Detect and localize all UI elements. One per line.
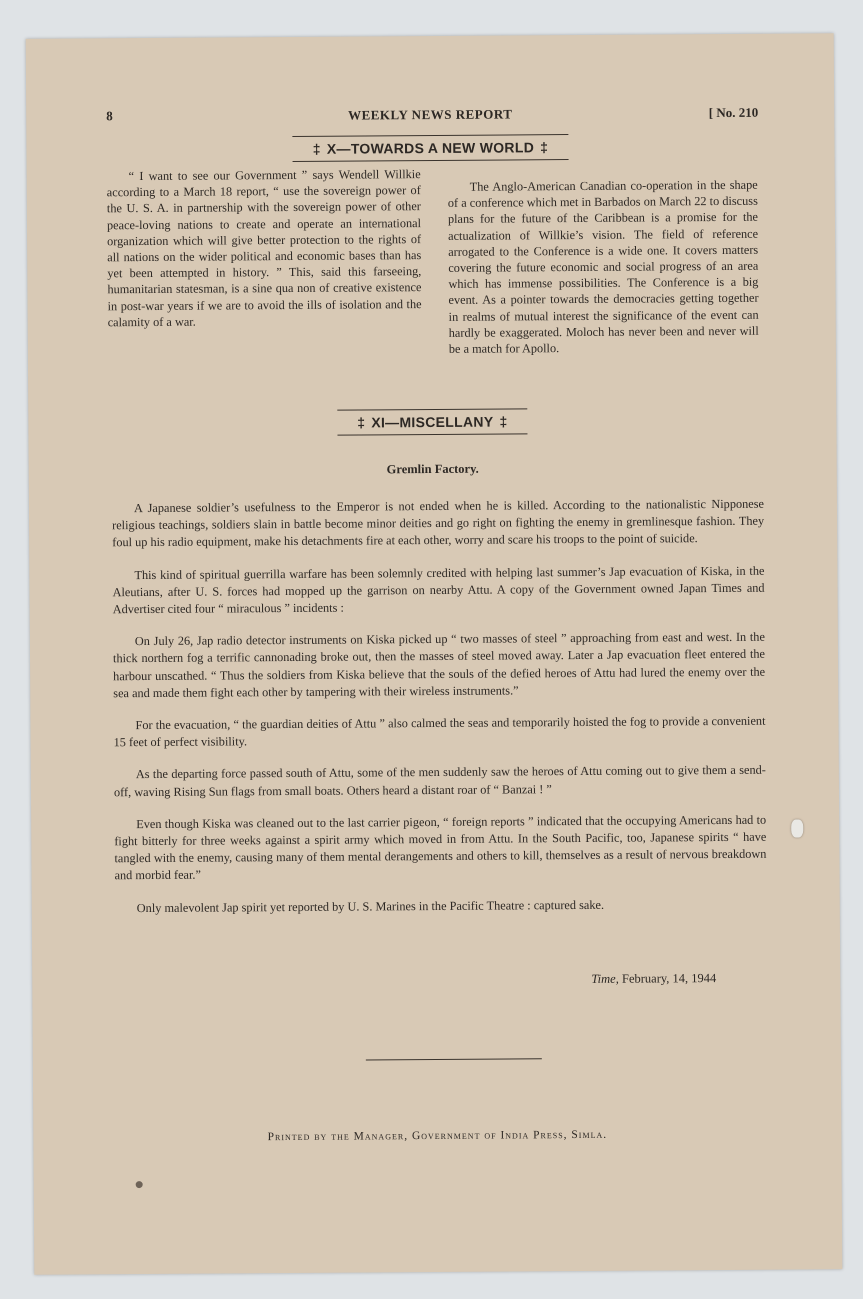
- article-paragraph: A Japanese soldier’s usefulness to the Emperor is not ended when he is killed. According to the nationalistic Nipponese religious teachings, soldiers slain in battle become minor deities and go right on fighting the enemy in gremlinesque fashion. They foul up his radio equipment, make his detachments fire at each other, worry and scare his troops to the point of suicide.: [112, 496, 765, 550]
- closing-rule: [366, 1058, 542, 1060]
- paper-blemish: [136, 1181, 143, 1188]
- issue-number: [ No. 210: [708, 104, 759, 121]
- article-paragraph: On July 26, Jap radio detector instruments on Kiska picked up “ two masses of steel ” approaching from east and west. In the thick northern fog a terrific cannonading broke out, then the masses of steel moved away. Later a Jap evacuation fleet entered the harbour unscathed. “ Thus the soldiers from Kiska believe that the souls of the defied heroes of Attu had lured the enemy over the sea and made them fight each other by tampering with their wireless instruments.”: [112, 629, 766, 701]
- article-title: Gremlin Factory.: [386, 461, 479, 477]
- section-x-heading: ‡ X—TOWARDS A NEW WORLD ‡: [26, 132, 834, 164]
- section-x-left-column: [107, 166, 422, 330]
- article-paragraph: Even though Kiska was cleaned out to the last carrier pigeon, “ foreign reports ” indicated that the occupying Americans had to fight bitterly for three weeks against a spirit army which moved in from Attu. In the South Pacific, too, Japanese spirits “ have tangled with the enemy, causing many of them mental derangements and others to kill, themselves as a result of nervous breakdown and morbid fear.”: [114, 812, 767, 883]
- running-title: WEEKLY NEWS REPORT: [348, 106, 513, 123]
- section-xi-heading-text: XI—MISCELLANY: [371, 413, 494, 431]
- article-paragraph: This kind of spiritual guerrilla warfare has been solemnly credited with helping last summer’s Jap evacuation of Kiska, in the Aleutians, after U. S. forces had mopped up the garrison on nearby Attu. A copy of the Government owned Japan Times and Advertiser cited four “ miraculous ” incidents :: [112, 563, 765, 617]
- section-x-heading-text: X—TOWARDS A NEW WORLD: [326, 139, 535, 157]
- source-date: February, 14, 1944: [621, 971, 717, 986]
- section-x-left-paragraph: “ I want to see our Government ” says Wendell Willkie according to a March 18 report, “ use the sovereign power of the U. S. A. in partnership with the sovereign power of other peace-loving nations to create and operate an international organization which will give better protection to the rights of all nations on the wider political and economic bases than has yet been attempted in history. ” This, said this farseeing, humanitarian statesman, is a sine qua non of creative existence in post-war years if we are to avoid the ills of isolation and the calamity of a war.: [106, 167, 422, 330]
- page-number: 8: [106, 108, 113, 124]
- document-page: [26, 33, 843, 1275]
- section-xi-heading: ‡ XI—MISCELLANY ‡: [28, 406, 836, 438]
- paper-hole: [791, 819, 803, 837]
- article-paragraph: Only malevolent Jap spirit yet reported by U. S. Marines in the Pacific Theatre : captured sake.: [136, 897, 605, 915]
- article-paragraph: For the evacuation, “ the guardian deities of Attu ” also calmed the seas and temporarily hoisted the fog to provide a convenient 15 feet of perfect visibility.: [113, 713, 766, 750]
- article-body: [112, 496, 767, 917]
- printer-imprint: Printed by the Manager, Government of India Press, Simla.: [267, 1128, 608, 1144]
- article-source: [591, 971, 716, 987]
- article-paragraph: As the departing force passed south of Attu, some of the men suddenly saw the heroes of Attu coming out to give them a send-off, waving Rising Sun flags from small boats. Others heard a distant roar of “ Banzai ! ”: [113, 763, 766, 799]
- section-x-right-column: [448, 177, 759, 357]
- source-publication: Time,: [591, 971, 619, 986]
- section-x-right-paragraph: The Anglo-American Canadian co-operation in the shape of a conference which met in Barbados on March 22 to discuss plans for the future of the Caribbean is a promise for the actualization of Willkie’s vision. The field of reference arrogated to the Conference is a wide one. It covers matters covering the future economic and social progress of an area which has immense possibilities. The Conference is a big event. As a pointer towards the democracies getting together in realms of mutual interest the significance of the event can hardly be exaggerated. Moloch has never been and never will be a match for Apollo.: [447, 177, 759, 356]
